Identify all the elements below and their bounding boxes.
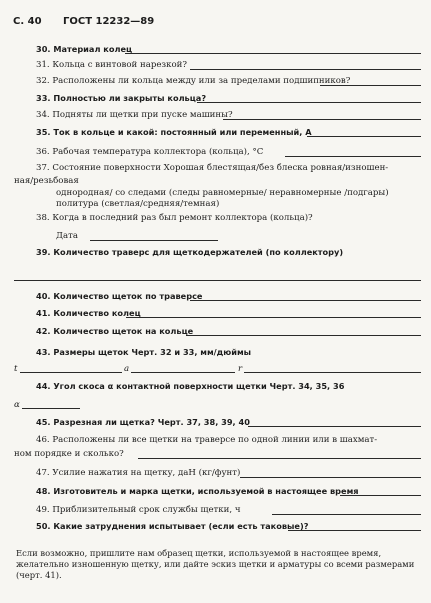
answer-line-35 (307, 136, 421, 137)
item-31: 31. Кольца с винтовой нарезкой? (36, 60, 187, 70)
angle-alpha-label: α (14, 400, 20, 410)
item-41: 41. Количество колец (36, 308, 141, 318)
item-45: 45. Разрезная ли щетка? Черт. 37, 38, 39, 40 (36, 417, 250, 427)
item-36: 36. Рабочая температура коллектора (кольца), °С (36, 147, 264, 157)
item-33: 33. Полностью ли закрыты кольца? (36, 93, 207, 103)
item-37-line1: 37. Состояние поверхности Хорошая блестящая/без блеска ровная/изношен- (36, 163, 389, 173)
answer-line-45 (248, 426, 421, 427)
answer-line-46 (138, 458, 421, 459)
answer-line-34 (223, 119, 421, 120)
item-46-line2: ном порядке и сколько? (14, 449, 124, 459)
item-37-line2: ная/резьбовая (14, 176, 79, 186)
item-48: 48. Изготовитель и марка щетки, используемой в настоящее время (36, 486, 359, 496)
dim-a-label: a (124, 364, 130, 374)
item-44: 44. Угол скоса α контактной поверхности щетки Черт. 34, 35, 36 (36, 381, 345, 391)
item-38-date-label: Дата (56, 231, 78, 241)
item-35: 35. Ток в кольце и какой: постоянный или переменный, А (36, 127, 312, 137)
item-47: 47. Усилие нажатия на щетку, даН (кг/фунт) (36, 468, 241, 478)
answer-line-39 (14, 280, 421, 281)
item-39: 39. Количество траверс для щеткодержателей (по коллектору) (36, 247, 344, 257)
standard-number: ГОСТ 12232—89 (63, 16, 155, 27)
dim-r-label: r (238, 364, 243, 374)
item-32: 32. Расположены ли кольца между или за пределами подшипников? (36, 76, 351, 86)
answer-line-50 (288, 530, 421, 531)
item-49: 49. Приблизительный срок службы щетки, ч (36, 505, 241, 515)
item-37-line4: политура (светлая/средняя/темная) (56, 199, 220, 209)
answer-line-48 (340, 495, 421, 496)
date-answer-line (90, 240, 218, 241)
answer-line-32 (320, 85, 421, 86)
item-46-line1: 46. Расположены ли все щетки на траверсе по одной линии или в шахмат- (36, 435, 378, 445)
item-50: 50. Какие затруднения испытывает (если есть таковые)? (36, 521, 309, 531)
item-38: 38. Когда в последний раз был ремонт коллектора (кольца)? (36, 213, 313, 223)
item-34: 34. Подняты ли щетки при пуске машины? (36, 110, 233, 120)
item-37-line3: однородная/ со следами (следы равномерные/ неравномерные /подгары) (56, 188, 389, 198)
item-43 (36, 348, 251, 358)
page-number: С. 40 (13, 16, 42, 27)
answer-line-41 (126, 317, 421, 318)
answer-line-40 (190, 300, 421, 301)
answer-line-47 (240, 477, 421, 478)
answer-line-30 (125, 53, 421, 54)
answer-line-33 (197, 102, 421, 103)
angle-alpha-line (22, 408, 80, 409)
dim-t-line (20, 372, 122, 373)
answer-line-49 (272, 514, 421, 515)
footer-note: Если возможно, пришлите нам образец щетки, используемой в настоящее время, желательно изношенную щетку, или дайте эскиз щетки и арматуры со всеми размерами (черт. 41). (16, 548, 415, 580)
item-42: 42. Количество щеток на кольце (36, 326, 194, 336)
dim-a-line (131, 372, 235, 373)
answer-line-31 (190, 69, 421, 70)
item-30: 30. Материал колец (36, 44, 133, 54)
answer-line-36 (285, 156, 421, 157)
dim-r-line (244, 372, 421, 373)
answer-line-42 (186, 335, 421, 336)
dim-t-label: t (14, 364, 18, 374)
item-43-text: 43. Размеры щеток Черт. 32 и 33, мм/дюймы (36, 347, 252, 357)
item-40: 40. Количество щеток по траверсе (36, 291, 203, 301)
